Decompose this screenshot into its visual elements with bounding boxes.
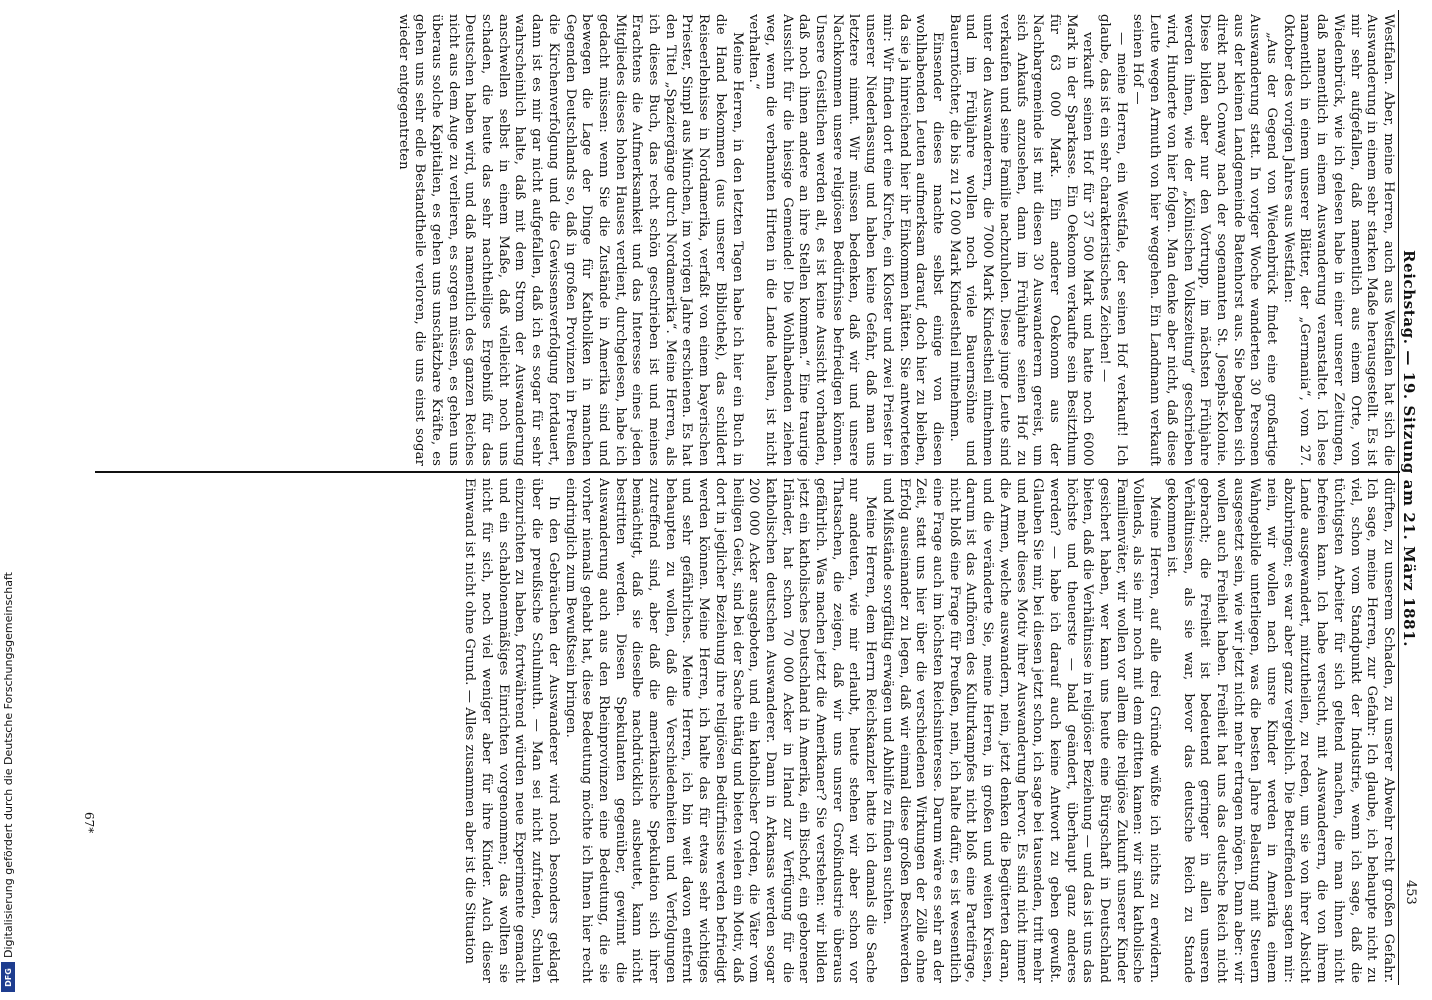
column-divider <box>95 471 1400 473</box>
paragraph: Meine Herren, auf alle drei Gründe wüßte ich nichts zu erwidern. Vollends, als sie mir noch mit dem dritten kamen: wir sind katholische Familienväter, wir wollen vor allem die religiöse Zukunft unserer Kinder gesichert haben, wer kann uns heute eine Bürgschaft in Deutschland bieten, daß die Verhältnisse in religiöser Beziehung — und das ist uns das höchste und theuerste — bald geändert, überhaupt ganz anderes werden? — habe ich darauf auch keine Antwort zu geben gewußt. Glauben Sie mir, bei diesen jetzt schon, ich sage bei tausenden, tritt mehr und mehr dieses Motiv ihrer Auswanderung hervor. Es sind nicht immer die Armen, welche auswandern, nein, jetzt denken die Begüterten daran, und die veränderte Sie, meine Herren, in großen und weiten Kreisen, darum ist das Aufhören des Kulturkampfes nicht bloß eine Parteifrage, nicht bloß eine Frage für Preußen, nein, ich halte dafür, es ist wesentlich eine Frage auch im höchsten Reichsinteresse. Darum wäre es sehr an der Zeit, statt uns hier über die verschiedenen Wirkungen der Zölle ohne Erfolg auseinander zu legen, daß wir einmal diese großen Beschwerden und Mißstände sorgfältig erwägen und Abhilfe zu finden suchten. <box>879 478 1163 983</box>
paragraph: Meine Herren, in den letzten Tagen habe ich hier ein Buch in die Hand bekommen (aus unserer Bibliothek), das schildert Reiseerlebnisse in Nordamerika, verfaßt von einem bayerischen Priester, Simpl aus München, im vorigen Jahre erschienen. Es hat den Titel „Spaziergänge durch Nordamerika“. Meine Herren, als ich dieses Buch, das recht schön geschrieben ist und meines Erachtens die Aufmerksamkeit und das Interesse eines jeden Mitgliedes dieses hohen Hauses verdient, durchgelesen, habe ich gedacht müssen: wenn Sie die Zustände in Amerika sind und bewegen die Lage der Dinge für Katholiken in manchen Gegenden Deutschlands so, daß in großen Provinzen in Preußen die Kirchenverfolgung und die Gewissensverfolgung fortdauert, dann ist es mir gar nicht aufgefallen, daß ich es sogar für sehr wahrscheinlich halte, daß mit dem Strom der Auswanderung anschwellen selbst in einem Maße, daß vielleicht noch uns schaden, die heute das sehr nachtheiliges Ergebniß für das Deutschen haben wird, und daß namentlich des ganzen Reiches nicht aus dem Auge zu verlieren, es sorgen müssen, es gehen uns überaus solche Kapitalien, es gehen uns unschätzbare Kräfte, es gehen uns sehr edle Bestandtheile verloren, die uns einst sogar wieder entgegentreten <box>395 14 745 466</box>
paragraph: Einsender dieses machte selbst einige von diesen wohlhabenden Leuten aufmerksam darauf, doch hier zu bleiben, da sie ja hinreichend hier ihr Einkommen hätten. Sie antworteten mir: Wir finden dort eine Kirche, ein Kloster und zwei Priester in unserer Niederlassung und haben keine Gefahr, daß man uns letztere nimmt. Wir müssen bedenken, daß wir und unsere Nachkommen unsere religiösen Bedürfnisse befriedigen können. Unsere Geistlichen werden alt, es ist keine Aussicht vorhanden, daß noch ihnen andere an ihre Stellen kommen.“ Eine traurige Aussicht für die hiesige Gemeinde! Die Wohlhabenden ziehen weg, wenn die verbannten Hirten in die Lande halten, ist nicht verhalten.“ <box>746 14 946 466</box>
text-column-left <box>100 14 1396 466</box>
paragraph: dürften, zu unserem Schaden, zu unserer Abwehr recht großen Gefahr. Ich sage, meine Herren, zur Gefahr: Ich glaube, ich behaupte nicht zu viel, schon vom Standpunkt der Industrie, wenn ich sage, daß die tüchtigsten Arbeiter für sich geltend machen, die man ihnen nicht befreien kann. Ich habe versucht, mit Auswanderern, die von ihrem Lande ausgewandert, mitzutheilen, zu reden, um sie von ihrer Absicht abzubringen; es war aber ganz vergeblich. Die Betreffenden sagten mir: nein, wir wollen nach unsre Kinder werden in Amerika einem Wahngebilde unterliegen, was die besten Jahre Belastung mit Steuern ausgesetzt sein, wie wir jetzt nicht mehr ertragen mögen. Dann aber: wir wollen auch Freiheit haben. Freiheit hat uns das deutsche Reich nicht gebracht; die Freiheit ist bedeutend geringer in allen unseren Verhältnissen, als sie war, bevor das deutsche Reich zu Stande gekommen ist. <box>1163 478 1396 983</box>
paragraph: Meine Herren, dem Herrn Reichskanzler hatte ich damals die Sache nur andeuten, wie mir erlaubt, heute stehen wir aber schon vor Thatsachen, die zeigen, daß wir uns unsrer Großindustrie überaus gefährlich. Was machen jetzt die Amerikaner? Sie verstehen: wir bilden jetzt ein katholisches Deutschland in Amerika, ein Bischof, ein geborener Irländer, hat schon 70 000 Acker in Irland zur Verfügung für die katholischen deutschen Auswanderer. Dann in Arkansas werden sogar 200 000 Acker ausgeboten, und ein katholischer Orden, die Väter vom heiligen Geist, sind bei der Sache thätig und bieten vielen ein Motiv, daß dort in jeglicher Beziehung ihre religiösen Bedürfnisse werden befriedigt werden können. Meine Herren, ich halte das für etwas sehr wichtiges und sehr gefährliches. Meine Herren, ich bin weit davon entfernt behaupten zu wollen, daß die Verschiedenheiten und Verfolgungen zutreffend sind, aber daß die amerikanische Spekulation sich ihrer bemächtigt, daß sie dieselbe nachdrücklich ausbeutet, kann nicht bestritten werden. Diesen Spekulanten gegenüber, gewinnt die Auswanderung auch aus den Rheinprovinzen eine Bedeutung, die sie vorher niemals gehabt hat, diese Bedeutung möchte ich Ihnen hier recht eindringlich zum Bewußtsein bringen. <box>562 478 879 983</box>
paragraph: „Aus der Gegend von Wiedenbrück findet eine großartige Auswanderung statt. In voriger Woche wanderten 30 Personen aus der kleinen Landgemeinde Batenhorst aus. Sie begaben sich direkt nach Conway nach der sogenannten St. Josephs-Kolonie. Diese bilden aber nur den Vortrupp, im nächsten Frühjahre werden ihnen, wie der „Kölnischen Volkszeitung“ geschrieben wird, Hunderte von hier folgen. Man denke aber nicht, daß diese Leute wegen Armuth von hier weggehen. Ein Landmann verkauft seinen Hof — <box>1130 14 1280 466</box>
running-head: Reichstag. — 19. Sitzung am 21. März 1881. <box>1400 250 1418 648</box>
signature-mark: 67* <box>82 812 96 834</box>
paragraph: verkauft seinen Hof für 37 500 Mark und hatte noch 6000 Mark in der Sparkasse. Ein Oekonom verkaufte sein Besitzthum für 63 000 Mark. Ein anderer Oekonom aus der Nachbargemeinde ist mit diesen 30 Auswanderern gereist, um sich Ankaufs anzusehen, dann im Frühjahre seinen Hof zu verkaufen und seine Familie nachzuholen. Diese junge Leute sind unter den Auswanderern, die 7000 Mark Kindestheil mitnehmen und im Frühjahre wollen noch viele Bauernsöhne und Bauerntöchter, die bis zu 12 000 Mark Kindestheil mitnehmen. <box>946 14 1096 466</box>
page-number: 453 <box>1403 880 1418 905</box>
paragraph: In den Gebräuchen der Auswanderer wird noch besonders geklagt über die preußische Schulmuth. — Man sei nicht zufrieden, Schulen einzurichten zu haben, fortwährend würden neue Experimente gemacht und ein schablonenmäßiges Einrichten vorgenommen; das wollten sie nicht für sich, noch viel weniger aber für ihre Kinder. Auch dieser Einwand ist nicht ohne Grund. — Alles zusammen aber ist die Situation <box>462 478 561 983</box>
digitization-note: Digitalisierung gefördert durch die Deutsche Forschungsgemeinschaft <box>2 572 15 958</box>
text-column-right <box>100 478 1396 983</box>
paragraph: — meine Herren, ein Westfale, der seinen Hof verkauft! Ich glaube, das ist ein sehr charakteristisches Zeichen! — <box>1097 14 1129 466</box>
dfg-logo <box>1 962 15 992</box>
header-rule <box>1398 10 1399 985</box>
paragraph: Westfalen. Aber, meine Herren, auch aus Westfalen hat sich die Auswanderung in einem sehr starken Maße herausgestellt. Es ist mir sehr aufgefallen, daß namentlich aus einem Orte, von Wiedenbrück, wie ich gelesen habe in einer unserer Zeitungen, daß namentlich in einem Auswanderung veranstaltet. Ich lese namentlich in einem unserer Blätter, der „Germania“, vom 27. Oktober des vorigen Jahres aus Westfalen: <box>1280 14 1396 466</box>
dfg-logo-text: DFG <box>3 967 13 987</box>
